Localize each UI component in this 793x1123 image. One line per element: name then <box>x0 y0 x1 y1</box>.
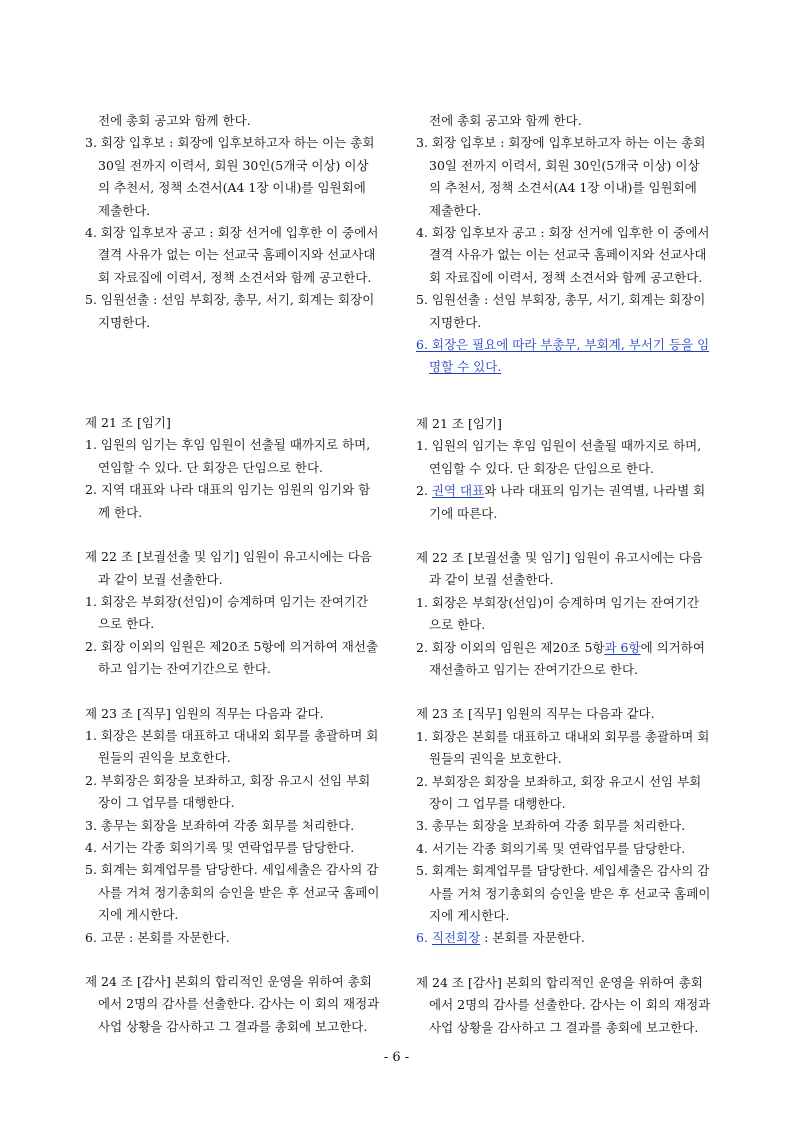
article23-item1: 1. 회장은 본회를 대표하고 대내외 회무를 총괄하며 회원들의 권익을 보호한다. <box>85 727 379 766</box>
article23-item6 <box>416 927 711 949</box>
spacer <box>85 524 380 546</box>
article22-title: 제 22 조 [보궐선출 및 임기] 임원이 유고시에는 다음과 같이 보궐 선출한다. <box>85 549 372 587</box>
article23-item5: 5. 회계는 회계업무를 담당한다. 세입세출은 감사의 감사를 거쳐 정기총회의 승인을 받은 후 선교국 홈페이지에 게시한다. <box>85 862 380 923</box>
article21-title: 제 21 조 [임기] <box>416 415 502 431</box>
spacer <box>416 379 711 413</box>
changed-text: 과 6항 <box>604 639 641 655</box>
left-column-original <box>85 110 384 1038</box>
article21-item2: 2. 지역 대표와 나라 대표의 임기는 임원의 임기와 함께 한다. <box>85 482 371 520</box>
spacer <box>85 949 380 971</box>
changed-text: 직전회장 <box>431 930 481 946</box>
article22-item2: 2. 회장 이외의 임원은 제20조 5항에 의거하여 재선출하고 임기는 잔여기간으로 한다. <box>85 638 379 677</box>
spacer <box>416 681 711 703</box>
article22-item1: 1. 회장은 부회장(선임)이 승계하며 임기는 잔여기간으로 한다. <box>416 594 700 633</box>
article23-title: 제 23 조 [직무] 임원의 직무는 다음과 같다. <box>416 706 655 722</box>
continuation-line: 전에 총회 공고와 함께 한다. <box>98 113 251 128</box>
article20-item5: 5. 임원선출 : 선임 부회장, 총무, 서기, 회계는 회장이 지명한다. <box>85 292 379 330</box>
item-prefix: 6. <box>416 930 432 946</box>
article20-item6-added: 6. 회장은 필요에 따라 부총무, 부회계, 부서기 등을 임명할 수 있다. <box>416 337 710 375</box>
spacer <box>85 334 380 412</box>
article23-item6: 6. 고문 : 본회를 자문한다. <box>85 929 230 945</box>
article23-item4: 4. 서기는 각종 회의기록 및 연락업무를 담당한다. <box>85 839 355 855</box>
article23-item5: 5. 회계는 회계업무를 담당한다. 세입세출은 감사의 감사를 거쳐 정기총회의 승인을 받은 후 선교국 홈페이지에 게시한다. <box>416 863 711 923</box>
article23-item1: 1. 회장은 본회를 대표하고 대내외 회무를 총괄하며 회원들의 권익을 보호한다. <box>416 728 710 767</box>
spacer <box>85 681 380 703</box>
article21-item1: 1. 임원의 임기는 후임 임원이 선출될 때까지로 하며, 연임할 수 있다. 단 회장은 단임으로 한다. <box>416 438 706 476</box>
right-column-revised <box>416 110 715 1039</box>
changed-text: 권역 대표 <box>431 483 485 499</box>
article23-item4: 4. 서기는 각종 회의기록 및 연락업무를 담당한다. <box>416 840 686 856</box>
article22-title: 제 22 조 [보궐선출 및 임기] 임원이 유고시에는 다음과 같이 보궐 선출한다. <box>416 549 703 588</box>
article20-item4: 4. 회장 입후보자 공고 : 회장 선거에 입후한 이 중에서 결격 사유가 없는 이는 선교국 홈페이지와 선교사대회 자료집에 이력서, 정책 소견서와 함께 공고한다. <box>416 225 714 285</box>
spacer <box>416 950 711 972</box>
article20-item3: 3. 회장 입후보 : 회장에 입후보하고자 하는 이는 총회 30일 전까지 이력서, 회원 30인(5개국 이상) 이상의 추천서, 정책 소견서(A4 1장 이내)를 임원회에 제출한다. <box>85 135 379 218</box>
item-text: 에 의거하여 재선출하고 임기는 잔여기간으로 한다. <box>429 639 709 677</box>
item-text: 와 나라 대표의 임기는 권역별, 나라별 회기에 따른다. <box>429 483 706 521</box>
article21-title: 제 21 조 [임기] <box>85 415 171 431</box>
article20-item4: 4. 회장 입후보자 공고 : 회장 선거에 입후한 이 중에서 결격 사유가 없는 이는 선교국 홈페이지와 선교사대회 자료집에 이력서, 정책 소견서와 함께 공고한다. <box>85 225 383 285</box>
article23-item3: 3. 총무는 회장을 보좌하여 각종 회무를 처리한다. <box>85 817 355 833</box>
article23-item2: 2. 부회장은 회장을 보좌하고, 회장 유고시 선임 부회장이 그 업무를 대행한다. <box>416 773 702 811</box>
article24: 제 24 조 [감사] 본회의 합리적인 운영을 위하여 총회에서 2명의 감사를 선출한다. 감사는 이 회의 재정과 사업 상황을 감사하고 그 결과를 총회에 보고한다. <box>416 974 715 1035</box>
article21-item2 <box>416 480 711 525</box>
spacer <box>416 525 711 547</box>
article23-item2: 2. 부회장은 회장을 보좌하고, 회장 유고시 선임 부회장이 그 업무를 대행한다. <box>85 772 371 811</box>
item-prefix: 2. <box>416 483 432 499</box>
item-prefix: 2. 회장 이외의 임원은 제20조 5항 <box>416 639 605 655</box>
article22-item1: 1. 회장은 부회장(선임)이 승계하며 임기는 잔여기간으로 한다. <box>85 593 369 632</box>
article23-title: 제 23 조 [직무] 임원의 직무는 다음과 같다. <box>85 705 324 721</box>
article21-item1: 1. 임원의 임기는 후임 임원이 선출될 때까지로 하며, 연임할 수 있다. 단 회장은 단임으로 한다. <box>85 437 375 475</box>
article20-item5: 5. 임원선출 : 선임 부회장, 총무, 서기, 회계는 회장이 지명한다. <box>416 292 710 330</box>
page-number: - 6 - <box>383 1050 410 1065</box>
article23-item3: 3. 총무는 회장을 보좌하여 각종 회무를 처리한다. <box>416 818 686 834</box>
article22-item2 <box>416 637 711 682</box>
continuation-line: 전에 총회 공고와 함께 한다. <box>429 113 582 128</box>
article24: 제 24 조 [감사] 본회의 합리적인 운영을 위하여 총회에서 2명의 감사를 선출한다. 감사는 이 회의 재정과 사업 상황을 감사하고 그 결과를 총회에 보고한다. <box>85 974 384 1034</box>
article20-item3: 3. 회장 입후보 : 회장에 입후보하고자 하는 이는 총회 30일 전까지 이력서, 회원 30인(5개국 이상) 이상의 추천서, 정책 소견서(A4 1장 이내)를 임원회에 제출한다. <box>416 135 710 218</box>
item-text: : 본회를 자문한다. <box>480 930 585 946</box>
